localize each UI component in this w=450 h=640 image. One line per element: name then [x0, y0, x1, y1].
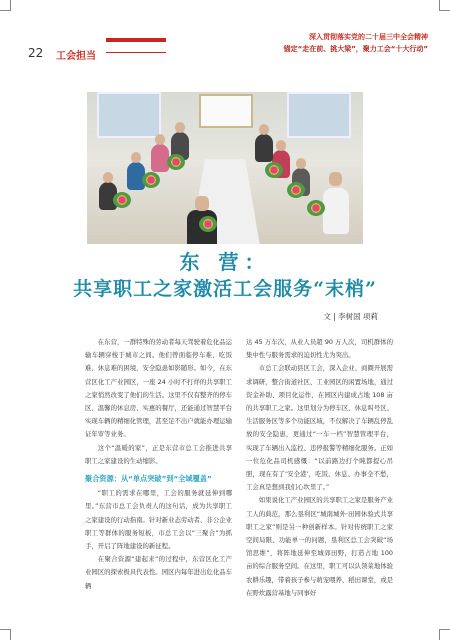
paragraph: 在东营，一群特殊的劳动者每天驾驶着危化品运输车辆穿梭于城市之间。他们曾面临停车难、吃饭难、休息难的困境，安全隐患如影随形。如今，在东营区化工产业园区，一座 24 小时不打烊的共享职工之家悄然改变了他们的生活。这里不仅有整齐的停车区、温馨的休息房、实惠的餐厅，还能通过智慧平台实现车辆的精细化管理，甚至足不出户就能办理运输证年审等业务。: [85, 338, 232, 439]
person: [323, 188, 349, 234]
person-head: [329, 172, 342, 186]
paragraph: 如果说化工产业园区的共享职工之家是服务产业工人的典范，那么垦利区“城南城外·田园休验式共享职工之家”则是另一种创新样本。针对传统职工之家空间局限、功能单一的问题，垦利区总工会突破“场馆思维”，将阵地延伸至城郊田野，打造占地 100 亩的综合服务空间。在这里，职工可以认领菜地体验农耕乐趣，带着孩子参与萌宠喂养、稻田课堂，或是在野炊露营基地与同事好: [246, 496, 393, 597]
article-column-left: [85, 336, 232, 593]
window: [97, 92, 161, 138]
flower-bouquet: [265, 162, 283, 178]
flower-bouquet: [113, 192, 131, 208]
paragraph: 达 45 万车次，从业人员超 90 万人次，司机群体的集中性与服务需求的迫切性尤为突出。: [246, 338, 393, 360]
crop-mark-bottom-left: [0, 629, 11, 640]
window: [287, 92, 351, 138]
person: [151, 144, 169, 172]
flower-bouquet: [142, 172, 160, 188]
byline: 文 | 李树国 项莉: [323, 312, 378, 321]
article-title-line2: 共享职工之家激活工会服务“末梢”: [73, 278, 377, 300]
screen: [199, 94, 253, 128]
flower-bouquet: [287, 182, 305, 198]
flower-bouquet: [199, 216, 217, 232]
header-slogan-line1: 深入贯彻落实党的二十届三中全会精神: [309, 33, 428, 41]
page-header: [28, 30, 430, 62]
paragraph: 市总工会联动县区工会，深入企业、商圈开展需求调研，整合街道社区、工业园区的闲置场地，通过资金补助、项目化运作，在园区内建成占地 108 亩的共享职工之家。这里划分为停车区、休息叫号区、生活服务区等多个功能区域，不仅解决了车辆乱停乱放的安全隐患，更通过“一车一档”智慧管理平台，实现了车辆出入监控、违停报警等精细化服务。正如一位危化品司机感慨：“以前路边打个盹都提心吊胆，现在有了‘安全港’，吃饭、休息、办事全不愁，工会真是想到我们心坎里了。”: [246, 364, 393, 492]
flower-bouquet: [307, 200, 325, 216]
person-head: [195, 196, 209, 211]
header-slogan-line2: 锚定“走在前、挑大梁”，聚力工会“十大行动”: [283, 45, 428, 53]
page-number: 22: [28, 46, 44, 60]
flower-bouquet: [167, 154, 185, 170]
person-head: [131, 152, 141, 163]
subheading: 聚合资源：从“单点突破”到“全域覆盖”: [85, 474, 212, 484]
person: [255, 134, 273, 162]
person-head: [103, 172, 113, 183]
header-accent-line: [106, 52, 166, 53]
crop-mark-top-left: [0, 0, 11, 11]
crop-mark-top-right: [439, 0, 450, 11]
group-photo: [87, 92, 363, 244]
paragraph: 在聚合资源“建起来”的过程中，东营区化工产业园区的探索极具代表性。园区内每年进出危化品车辆: [85, 555, 232, 590]
column-name: 工会担当: [56, 51, 96, 62]
paragraph: “职工的需求在哪里，工会的服务就延伸到哪里。”东营市总工会负责人的这句话，成为共享职工之家建设的行动指南。针对新业态劳动者、非公企业职工等群体的服务短板，市总工会以“三聚合”为抓手，开启了阵地建设的新征程。: [85, 489, 232, 551]
person-head: [259, 124, 269, 135]
person-head: [276, 140, 286, 151]
person-head: [175, 122, 185, 133]
person-head: [296, 158, 306, 169]
article-column-right: [246, 336, 393, 600]
article-title-line1: 东 营：: [179, 250, 271, 274]
person-head: [155, 134, 165, 145]
paragraph: 这个“温暖的家”，正是东营市总工会推进共享职工之家建设的生动缩影。: [85, 443, 232, 465]
crop-mark-bottom-right: [439, 629, 450, 640]
header-accent-bar: [106, 38, 166, 42]
